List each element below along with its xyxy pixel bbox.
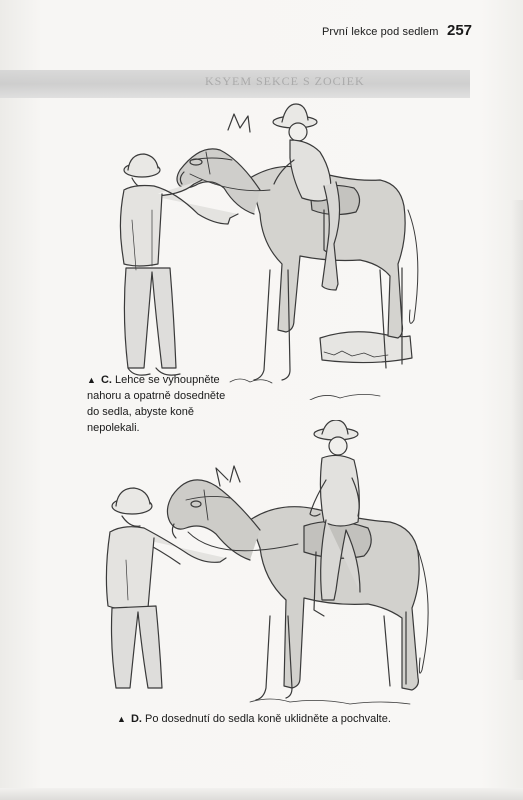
caption-d-triangle-icon: ▲	[117, 714, 126, 724]
illustration-c-mounting	[110, 100, 440, 400]
caption-c-line-2: nahoru a opatrně dosedněte	[87, 390, 226, 402]
page-number: 257	[447, 22, 473, 39]
illustration-d-seated	[100, 420, 430, 710]
caption-d-text: Po dosednutí do sedla koně uklidněte a pochvalte.	[145, 713, 391, 725]
running-header-title: První lekce pod sedlem	[322, 26, 439, 38]
page-bottom-edge	[0, 788, 523, 800]
caption-c-line-1: Lehce se vyhoupněte	[115, 374, 220, 386]
caption-c-triangle-icon: ▲	[87, 375, 96, 385]
show-through-text: KSYEM SEKCE S ZOCIEK	[205, 74, 365, 88]
caption-d-label: D.	[130, 713, 142, 725]
caption-c-label: C.	[100, 374, 112, 386]
page-edge-shadow	[511, 200, 523, 680]
caption-c-line-3: do sedla, abyste koně	[87, 406, 195, 418]
caption-c-line-4: nepolekali.	[87, 422, 140, 434]
caption-d	[117, 711, 417, 727]
